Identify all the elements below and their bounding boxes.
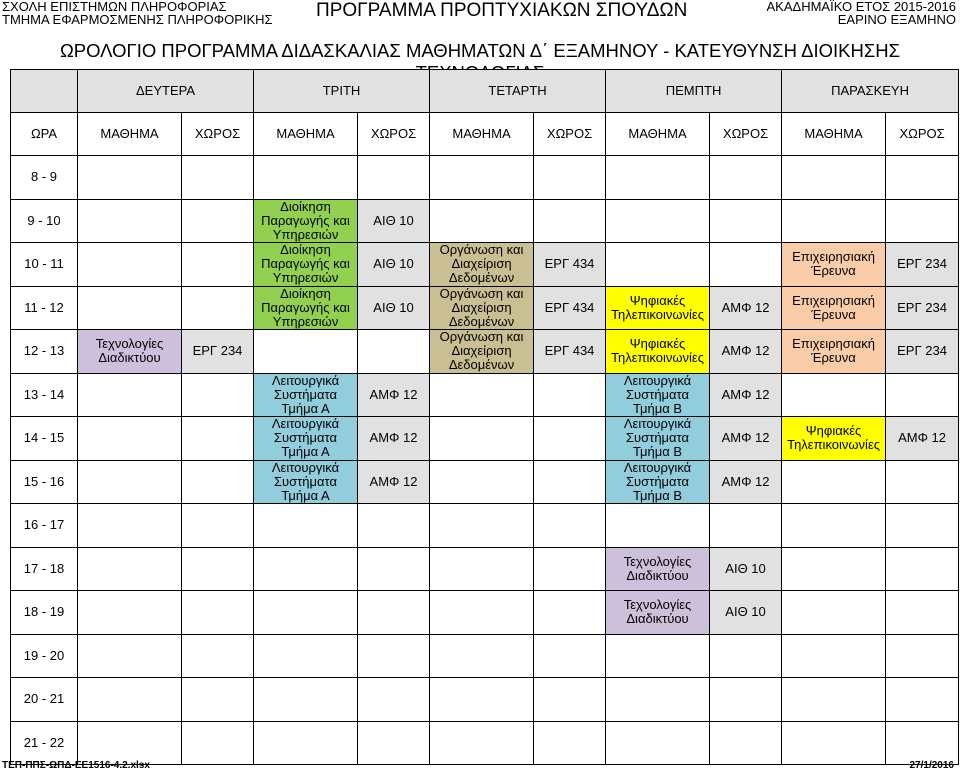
empty-cell <box>182 678 254 722</box>
empty-cell <box>78 721 182 765</box>
empty-cell <box>782 547 886 591</box>
footer-date: 27/1/2016 <box>909 760 954 771</box>
room-header: ΧΩΡΟΣ <box>710 113 782 156</box>
empty-cell <box>782 156 886 200</box>
room-cell: ΑΜΦ 12 <box>710 330 782 374</box>
empty-cell <box>430 547 534 591</box>
empty-cell <box>782 504 886 548</box>
program-title: ΠΡΟΓΡΑΜΜΑ ΠΡΟΠΤΥΧΙΑΚΩΝ ΣΠΟΥΔΩΝ <box>316 0 688 21</box>
header-right <box>767 0 957 26</box>
room-header: ΧΩΡΟΣ <box>182 113 254 156</box>
time-cell: 18 - 19 <box>11 591 78 635</box>
room-header: ΧΩΡΟΣ <box>534 113 606 156</box>
course-cell: Οργάνωση και Διαχείριση Δεδομένων <box>430 286 534 330</box>
room-cell: ΑΙΘ 10 <box>358 199 430 243</box>
room-cell: ΑΜΦ 12 <box>886 417 959 461</box>
empty-cell <box>710 504 782 548</box>
time-cell: 21 - 22 <box>11 721 78 765</box>
empty-cell <box>886 504 959 548</box>
time-slot-row <box>11 199 959 243</box>
empty-cell <box>606 678 710 722</box>
time-cell: 11 - 12 <box>11 286 78 330</box>
empty-cell <box>254 678 358 722</box>
empty-cell <box>78 460 182 504</box>
empty-cell <box>78 156 182 200</box>
course-cell: Οργάνωση και Διαχείριση Δεδομένων <box>430 330 534 374</box>
time-slot-row <box>11 243 959 287</box>
course-header: ΜΑΘΗΜΑ <box>606 113 710 156</box>
empty-cell <box>78 417 182 461</box>
course-header: ΜΑΘΗΜΑ <box>78 113 182 156</box>
course-header: ΜΑΘΗΜΑ <box>430 113 534 156</box>
time-cell: 14 - 15 <box>11 417 78 461</box>
course-cell: Επιχειρησιακή Έρευνα <box>782 330 886 374</box>
empty-cell <box>430 156 534 200</box>
empty-cell <box>782 634 886 678</box>
empty-cell <box>182 417 254 461</box>
empty-cell <box>534 504 606 548</box>
empty-cell <box>886 678 959 722</box>
empty-cell <box>182 504 254 548</box>
course-header: ΜΑΘΗΜΑ <box>254 113 358 156</box>
empty-cell <box>430 373 534 417</box>
empty-cell <box>78 199 182 243</box>
column-header-row <box>11 113 959 156</box>
empty-cell <box>606 199 710 243</box>
empty-cell <box>182 634 254 678</box>
room-cell: ΕΡΓ 234 <box>886 243 959 287</box>
day-header-4: ΠΑΡΑΣΚΕΥΗ <box>782 70 959 113</box>
course-cell: Λειτουργικά Συστήματα Τμήμα Β <box>606 460 710 504</box>
time-slot-row <box>11 373 959 417</box>
course-cell: Επιχειρησιακή Έρευνα <box>782 243 886 287</box>
room-cell: ΑΜΦ 12 <box>710 373 782 417</box>
empty-cell <box>606 721 710 765</box>
empty-cell <box>78 504 182 548</box>
day-header-2: ΤΕΤΑΡΤΗ <box>430 70 606 113</box>
course-cell: Διοίκηση Παραγωγής και Υπηρεσιών <box>254 199 358 243</box>
empty-cell <box>182 373 254 417</box>
empty-cell <box>430 591 534 635</box>
empty-cell <box>78 678 182 722</box>
room-cell: ΕΡΓ 234 <box>886 330 959 374</box>
empty-cell <box>182 199 254 243</box>
hour-header: ΩΡΑ <box>11 113 78 156</box>
empty-cell <box>782 721 886 765</box>
empty-cell <box>534 417 606 461</box>
day-header-row <box>11 70 959 113</box>
course-cell: Λειτουργικά Συστήματα Τμήμα Β <box>606 373 710 417</box>
room-cell: ΑΜΦ 12 <box>358 373 430 417</box>
empty-cell <box>254 330 358 374</box>
time-cell: 15 - 16 <box>11 460 78 504</box>
empty-cell <box>254 721 358 765</box>
empty-cell <box>782 199 886 243</box>
room-cell: ΑΜΦ 12 <box>710 286 782 330</box>
time-slot-row <box>11 591 959 635</box>
room-cell: ΑΙΘ 10 <box>710 591 782 635</box>
time-cell: 16 - 17 <box>11 504 78 548</box>
empty-cell <box>358 591 430 635</box>
empty-cell <box>430 417 534 461</box>
course-cell: Οργάνωση και Διαχείριση Δεδομένων <box>430 243 534 287</box>
empty-cell <box>78 243 182 287</box>
empty-cell <box>534 721 606 765</box>
room-cell: ΕΡΓ 434 <box>534 286 606 330</box>
empty-cell <box>358 678 430 722</box>
footer-filename: ΤΕΠ-ΠΠΣ-ΩΠΔ-ΕΕ1516-4.2.xlsx <box>2 760 150 771</box>
empty-cell <box>78 547 182 591</box>
empty-cell <box>430 678 534 722</box>
empty-cell <box>886 634 959 678</box>
room-header: ΧΩΡΟΣ <box>358 113 430 156</box>
empty-cell <box>430 721 534 765</box>
day-header-0: ΔΕΥΤΕΡΑ <box>78 70 254 113</box>
empty-cell <box>78 373 182 417</box>
room-cell: ΕΡΓ 434 <box>534 243 606 287</box>
empty-cell <box>886 460 959 504</box>
empty-cell <box>710 156 782 200</box>
room-cell: ΕΡΓ 234 <box>182 330 254 374</box>
empty-cell <box>430 504 534 548</box>
empty-cell <box>710 721 782 765</box>
empty-cell <box>254 547 358 591</box>
empty-cell <box>78 286 182 330</box>
empty-cell <box>358 330 430 374</box>
course-cell: Ψηφιακές Τηλεπικοινωνίες <box>782 417 886 461</box>
course-cell: Επιχειρησιακή Έρευνα <box>782 286 886 330</box>
time-cell: 8 - 9 <box>11 156 78 200</box>
room-cell: ΕΡΓ 434 <box>534 330 606 374</box>
empty-cell <box>358 721 430 765</box>
room-cell: ΑΜΦ 12 <box>358 460 430 504</box>
department-name: ΤΜΗΜΑ ΕΦΑΡΜΟΣΜΕΝΗΣ ΠΛΗΡΟΦΟΡΙΚΗΣ <box>2 12 273 27</box>
empty-cell <box>886 547 959 591</box>
time-slot-row <box>11 417 959 461</box>
empty-cell <box>534 547 606 591</box>
empty-cell <box>534 199 606 243</box>
room-header: ΧΩΡΟΣ <box>886 113 959 156</box>
empty-cell <box>78 591 182 635</box>
empty-cell <box>430 634 534 678</box>
school-name: ΣΧΟΛΗ ΕΠΙΣΤΗΜΩΝ ΠΛΗΡΟΦΟΡΙΑΣ <box>2 0 227 14</box>
empty-cell <box>606 504 710 548</box>
empty-cell <box>782 591 886 635</box>
room-cell: ΑΙΘ 10 <box>358 243 430 287</box>
empty-cell <box>254 634 358 678</box>
course-cell: Τεχνολογίες Διαδικτύου <box>78 330 182 374</box>
header-left <box>2 0 273 26</box>
empty-cell <box>534 678 606 722</box>
course-cell: Λειτουργικά Συστήματα Τμήμα Α <box>254 417 358 461</box>
time-cell: 17 - 18 <box>11 547 78 591</box>
academic-year: ΑΚΑΔΗΜΑΪΚΟ ΕΤΟΣ 2015-2016 <box>766 0 956 14</box>
empty-cell <box>886 591 959 635</box>
course-cell: Λειτουργικά Συστήματα Τμήμα Α <box>254 373 358 417</box>
room-cell: ΑΙΘ 10 <box>358 286 430 330</box>
empty-cell <box>534 591 606 635</box>
empty-cell <box>534 634 606 678</box>
empty-cell <box>886 373 959 417</box>
empty-cell <box>606 243 710 287</box>
empty-cell <box>182 156 254 200</box>
empty-cell <box>710 634 782 678</box>
empty-cell <box>358 504 430 548</box>
course-cell: Ψηφιακές Τηλεπικοινωνίες <box>606 330 710 374</box>
page-title: ΩΡΟΛΟΓΙΟ ΠΡΟΓΡΑΜΜΑ ΔΙΔΑΣΚΑΛΙΑΣ ΜΑΘΗΜΑΤΩΝ Δ΄ ΕΞΑΜΗΝΟΥ - ΚΑΤΕΥΘΥΝΣΗ ΔΙΟΙΚΗΣΗΣ <box>59 40 901 61</box>
empty-cell <box>182 591 254 635</box>
room-cell: ΕΡΓ 234 <box>886 286 959 330</box>
empty-cell <box>710 678 782 722</box>
room-cell: ΑΙΘ 10 <box>710 547 782 591</box>
semester-term: ΕΑΡΙΝΟ ΕΞΑΜΗΝΟ <box>837 12 956 27</box>
course-cell: Διοίκηση Παραγωγής και Υπηρεσιών <box>254 286 358 330</box>
empty-cell <box>254 591 358 635</box>
time-cell: 19 - 20 <box>11 634 78 678</box>
empty-cell <box>534 373 606 417</box>
empty-cell <box>358 634 430 678</box>
empty-cell <box>606 156 710 200</box>
course-cell: Λειτουργικά Συστήματα Τμήμα Β <box>606 417 710 461</box>
empty-cell <box>782 460 886 504</box>
course-header: ΜΑΘΗΜΑ <box>782 113 886 156</box>
course-cell: Ψηφιακές Τηλεπικοινωνίες <box>606 286 710 330</box>
empty-cell <box>710 199 782 243</box>
course-cell: Λειτουργικά Συστήματα Τμήμα Α <box>254 460 358 504</box>
course-cell: Τεχνολογίες Διαδικτύου <box>606 591 710 635</box>
time-cell: 13 - 14 <box>11 373 78 417</box>
empty-cell <box>182 547 254 591</box>
time-slot-row <box>11 547 959 591</box>
time-slot-row <box>11 286 959 330</box>
empty-cell <box>430 199 534 243</box>
empty-cell <box>886 721 959 765</box>
empty-cell <box>182 721 254 765</box>
time-cell: 9 - 10 <box>11 199 78 243</box>
empty-cell <box>886 156 959 200</box>
time-cell: 12 - 13 <box>11 330 78 374</box>
empty-cell <box>534 460 606 504</box>
empty-cell <box>782 678 886 722</box>
empty-cell <box>358 547 430 591</box>
time-slot-row <box>11 156 959 200</box>
course-cell: Τεχνολογίες Διαδικτύου <box>606 547 710 591</box>
empty-cell <box>78 634 182 678</box>
empty-cell <box>254 504 358 548</box>
empty-cell <box>182 460 254 504</box>
empty-cell <box>534 156 606 200</box>
room-cell: ΑΜΦ 12 <box>358 417 430 461</box>
day-header-1: ΤΡΙΤΗ <box>254 70 430 113</box>
day-header-corner <box>11 70 78 113</box>
time-slot-row <box>11 678 959 722</box>
empty-cell <box>358 156 430 200</box>
empty-cell <box>182 286 254 330</box>
empty-cell <box>782 373 886 417</box>
room-cell: ΑΜΦ 12 <box>710 460 782 504</box>
empty-cell <box>254 156 358 200</box>
room-cell: ΑΜΦ 12 <box>710 417 782 461</box>
day-header-3: ΠΕΜΠΤΗ <box>606 70 782 113</box>
time-cell: 20 - 21 <box>11 678 78 722</box>
empty-cell <box>182 243 254 287</box>
time-slot-row <box>11 634 959 678</box>
time-slot-row <box>11 460 959 504</box>
time-slot-row <box>11 504 959 548</box>
time-slot-row <box>11 330 959 374</box>
empty-cell <box>606 634 710 678</box>
time-slot-row <box>11 721 959 765</box>
timetable <box>10 69 959 765</box>
empty-cell <box>886 199 959 243</box>
empty-cell <box>430 460 534 504</box>
time-cell: 10 - 11 <box>11 243 78 287</box>
course-cell: Διοίκηση Παραγωγής και Υπηρεσιών <box>254 243 358 287</box>
empty-cell <box>710 243 782 287</box>
